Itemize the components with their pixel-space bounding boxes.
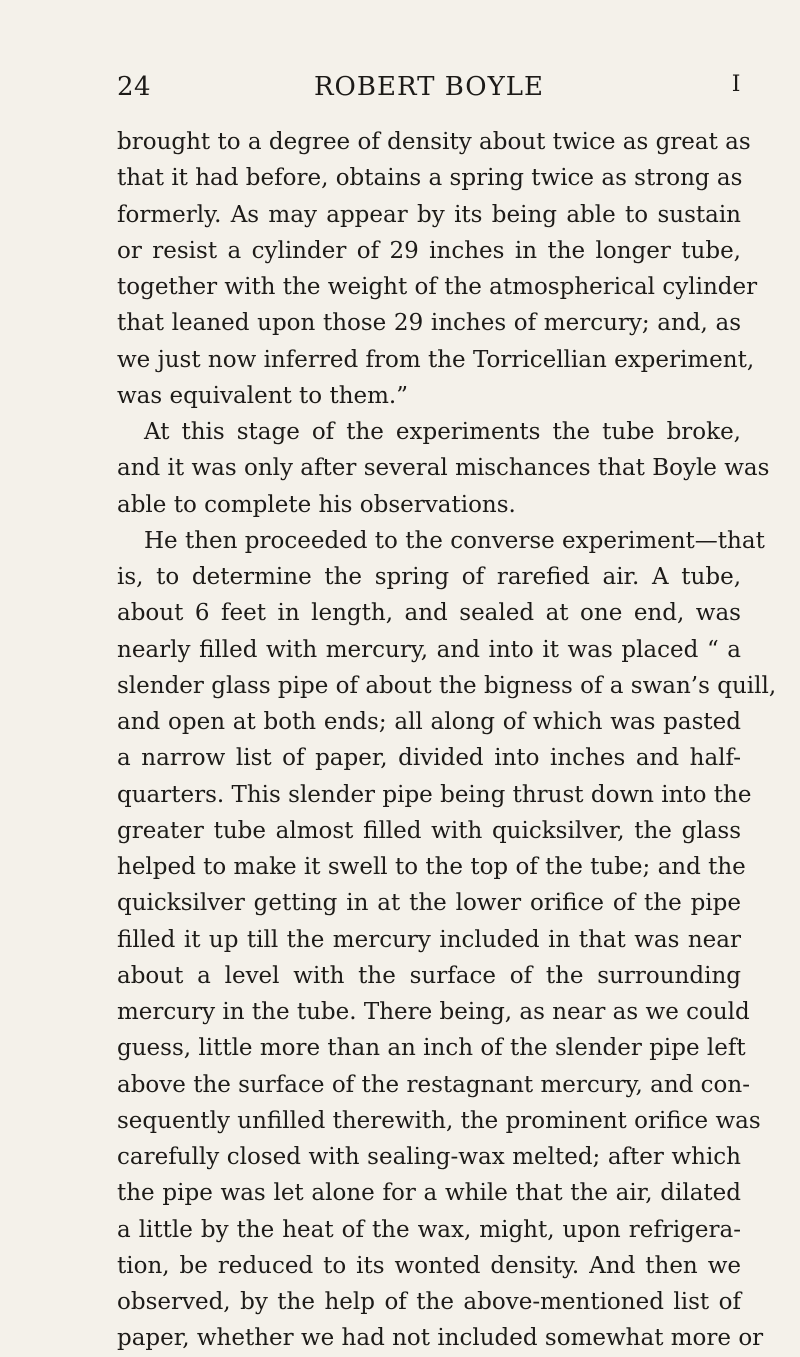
- text-line: about 6 feet in length, and sealed at one end, was: [117, 600, 741, 627]
- text-line: above the surface of the restagnant mercury, and con-: [117, 1071, 750, 1098]
- text-line: nearly filled with mercury, and into it was placed “ a: [117, 636, 741, 663]
- text-line: tion, be reduced to its wonted density. And then we: [117, 1252, 741, 1279]
- text-line: sequently unfilled therewith, the prominent orifice was: [117, 1107, 761, 1134]
- chapter-number: I: [731, 72, 741, 97]
- text-line: At this stage of the experiments the tube broke,: [144, 419, 741, 445]
- text-line: is, to determine the spring of rarefied air. A tube,: [117, 564, 741, 590]
- text-line: that it had before, obtains a spring twice as strong as: [117, 165, 743, 192]
- text-line: the pipe was let alone for a while that the air, dilated: [117, 1180, 741, 1207]
- text-line: mercury in the tube. There being, as near as we could: [117, 999, 750, 1025]
- text-line: together with the weight of the atmospherical cylinder: [117, 274, 758, 300]
- text-line: a little by the heat of the wax, might, upon refrigera-: [117, 1216, 741, 1243]
- text-line: and open at both ends; all along of which was pasted: [117, 709, 741, 735]
- text-line: a narrow list of paper, divided into inches and half-: [117, 745, 741, 772]
- text-line: observed, by the help of the above-mentioned list of: [117, 1289, 741, 1315]
- running-head: [117, 72, 741, 112]
- text-line: brought to a degree of density about twice as great as: [117, 129, 751, 155]
- text-line: He then proceeded to the converse experiment—that: [144, 527, 765, 554]
- paragraph: [117, 414, 770, 523]
- text-line: slender glass pipe of about the bigness of a swan’s quill,: [117, 672, 777, 699]
- text-line: quarters. This slender pipe being thrust down into the: [117, 781, 752, 808]
- paragraph: [117, 124, 758, 414]
- text-line: about a level with the surface of the surrounding: [117, 962, 741, 989]
- text-line: quicksilver getting in at the lower orifice of the pipe: [117, 890, 741, 917]
- text-line: and it was only after several mischances that Boyle was: [117, 455, 770, 482]
- text-line: or resist a cylinder of 29 inches in the longer tube,: [117, 237, 741, 264]
- text-line: guess, little more than an inch of the slender pipe left: [117, 1035, 746, 1062]
- running-title: ROBERT BOYLE: [313, 72, 545, 102]
- text-line: we just now inferred from the Torricellian experiment,: [117, 346, 755, 373]
- text-line: formerly. As may appear by its being able to sustain: [117, 201, 741, 228]
- text-line: able to complete his observations.: [117, 491, 516, 518]
- text-line: paper, whether we had not included somewhat more or: [117, 1325, 764, 1352]
- text-line: was equivalent to them.”: [117, 382, 409, 409]
- text-line: that leaned upon those 29 inches of mercury; and, as: [117, 310, 741, 337]
- body-text: [117, 124, 777, 1357]
- text-line: filled it up till the mercury included in that was near: [117, 926, 741, 953]
- paragraph: [117, 523, 777, 1357]
- text-line: greater tube almost filled with quicksilver, the glass: [117, 817, 741, 844]
- text-line: helped to make it swell to the top of the tube; and the: [117, 854, 746, 880]
- page-number: 24: [117, 72, 152, 102]
- text-line: carefully closed with sealing-wax melted; after which: [117, 1144, 741, 1170]
